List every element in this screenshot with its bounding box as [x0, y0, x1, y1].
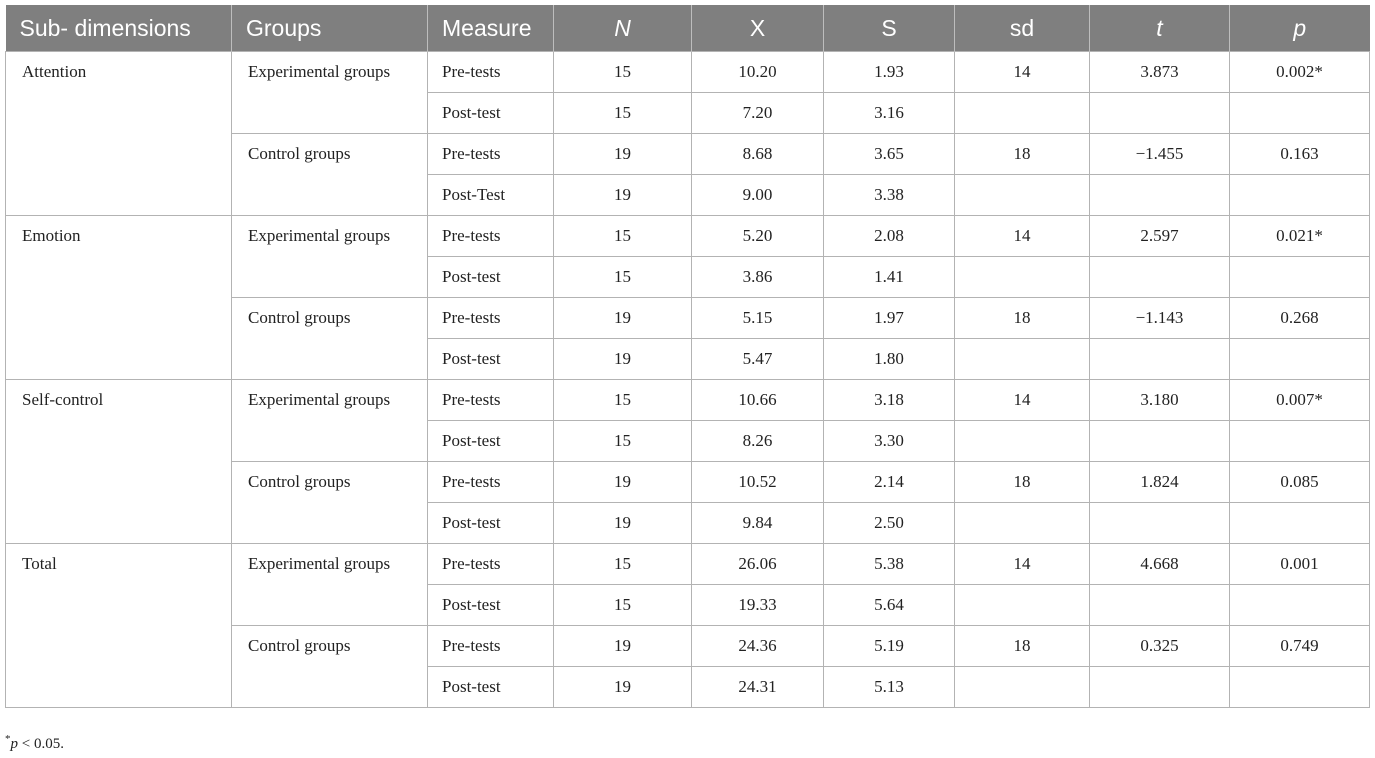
- n-cell: 15: [554, 544, 692, 585]
- t-value-cell: −1.143: [1090, 298, 1230, 339]
- n-cell: 19: [554, 626, 692, 667]
- std-cell: 3.18: [824, 380, 955, 421]
- t-value-cell: 4.668: [1090, 544, 1230, 585]
- mean-cell: 19.33: [692, 585, 824, 626]
- group-cell: Experimental groups: [232, 380, 428, 462]
- t-value-cell: [1090, 175, 1230, 216]
- std-cell: 5.19: [824, 626, 955, 667]
- df-cell: [955, 503, 1090, 544]
- t-value-cell: 3.873: [1090, 52, 1230, 93]
- mean-cell: 7.20: [692, 93, 824, 134]
- measure-cell: Pre-tests: [428, 52, 554, 93]
- table-row: [6, 52, 1370, 93]
- p-value-cell: [1230, 421, 1370, 462]
- table-row: [6, 216, 1370, 257]
- p-value-cell: [1230, 175, 1370, 216]
- mean-cell: 9.00: [692, 175, 824, 216]
- header-x: X: [692, 5, 824, 52]
- n-cell: 19: [554, 175, 692, 216]
- p-value-cell: 0.021*: [1230, 216, 1370, 257]
- t-value-cell: [1090, 339, 1230, 380]
- p-value-cell: 0.001: [1230, 544, 1370, 585]
- table-footnote: [5, 733, 64, 753]
- mean-cell: 5.15: [692, 298, 824, 339]
- p-value-cell: [1230, 257, 1370, 298]
- std-cell: 2.14: [824, 462, 955, 503]
- group-cell: Experimental groups: [232, 216, 428, 298]
- p-value-cell: 0.749: [1230, 626, 1370, 667]
- measure-cell: Pre-tests: [428, 544, 554, 585]
- measure-cell: Post-test: [428, 339, 554, 380]
- table-body: [6, 52, 1370, 708]
- measure-cell: Pre-tests: [428, 380, 554, 421]
- footnote-p: p: [10, 736, 18, 752]
- t-value-cell: 2.597: [1090, 216, 1230, 257]
- measure-cell: Post-test: [428, 503, 554, 544]
- measure-cell: Post-test: [428, 93, 554, 134]
- df-cell: [955, 93, 1090, 134]
- mean-cell: 26.06: [692, 544, 824, 585]
- header-t: t: [1090, 5, 1230, 52]
- table-row: [6, 544, 1370, 585]
- mean-cell: 8.68: [692, 134, 824, 175]
- df-cell: [955, 585, 1090, 626]
- mean-cell: 3.86: [692, 257, 824, 298]
- df-cell: 14: [955, 216, 1090, 257]
- std-cell: 5.38: [824, 544, 955, 585]
- header-dimension: Sub- dimensions: [6, 5, 232, 52]
- n-cell: 19: [554, 339, 692, 380]
- group-cell: Control groups: [232, 462, 428, 544]
- p-value-cell: [1230, 667, 1370, 708]
- measure-cell: Post-test: [428, 257, 554, 298]
- p-value-cell: 0.085: [1230, 462, 1370, 503]
- t-value-cell: 0.325: [1090, 626, 1230, 667]
- dimension-cell: Emotion: [6, 216, 232, 380]
- mean-cell: 10.52: [692, 462, 824, 503]
- n-cell: 19: [554, 667, 692, 708]
- mean-cell: 24.36: [692, 626, 824, 667]
- measure-cell: Pre-tests: [428, 216, 554, 257]
- n-cell: 15: [554, 216, 692, 257]
- measure-cell: Pre-tests: [428, 134, 554, 175]
- p-value-cell: [1230, 93, 1370, 134]
- df-cell: [955, 257, 1090, 298]
- t-value-cell: [1090, 503, 1230, 544]
- group-cell: Control groups: [232, 298, 428, 380]
- measure-cell: Post-test: [428, 421, 554, 462]
- n-cell: 15: [554, 421, 692, 462]
- t-value-cell: 3.180: [1090, 380, 1230, 421]
- header-p: p: [1230, 5, 1370, 52]
- df-cell: [955, 339, 1090, 380]
- n-cell: 15: [554, 93, 692, 134]
- df-cell: [955, 421, 1090, 462]
- mean-cell: 5.47: [692, 339, 824, 380]
- std-cell: 5.64: [824, 585, 955, 626]
- p-value-cell: 0.007*: [1230, 380, 1370, 421]
- group-cell: Control groups: [232, 626, 428, 708]
- measure-cell: Pre-tests: [428, 462, 554, 503]
- dimension-cell: Self-control: [6, 380, 232, 544]
- n-cell: 15: [554, 257, 692, 298]
- df-cell: [955, 667, 1090, 708]
- df-cell: 14: [955, 544, 1090, 585]
- measure-cell: Post-Test: [428, 175, 554, 216]
- std-cell: 1.93: [824, 52, 955, 93]
- mean-cell: 24.31: [692, 667, 824, 708]
- std-cell: 1.97: [824, 298, 955, 339]
- mean-cell: 9.84: [692, 503, 824, 544]
- t-value-cell: [1090, 585, 1230, 626]
- results-table: [5, 5, 1370, 708]
- std-cell: 2.08: [824, 216, 955, 257]
- dimension-cell: Attention: [6, 52, 232, 216]
- group-cell: Experimental groups: [232, 52, 428, 134]
- mean-cell: 8.26: [692, 421, 824, 462]
- n-cell: 19: [554, 462, 692, 503]
- group-cell: Control groups: [232, 134, 428, 216]
- n-cell: 15: [554, 380, 692, 421]
- footnote-star: *: [5, 733, 11, 745]
- header-n: N: [554, 5, 692, 52]
- n-cell: 19: [554, 134, 692, 175]
- p-value-cell: 0.163: [1230, 134, 1370, 175]
- t-value-cell: [1090, 93, 1230, 134]
- t-value-cell: 1.824: [1090, 462, 1230, 503]
- df-cell: 18: [955, 626, 1090, 667]
- measure-cell: Pre-tests: [428, 626, 554, 667]
- p-value-cell: [1230, 339, 1370, 380]
- header-s: S: [824, 5, 955, 52]
- measure-cell: Pre-tests: [428, 298, 554, 339]
- n-cell: 15: [554, 585, 692, 626]
- t-value-cell: [1090, 257, 1230, 298]
- mean-cell: 5.20: [692, 216, 824, 257]
- mean-cell: 10.20: [692, 52, 824, 93]
- df-cell: [955, 175, 1090, 216]
- std-cell: 5.13: [824, 667, 955, 708]
- header-measure: Measure: [428, 5, 554, 52]
- t-value-cell: −1.455: [1090, 134, 1230, 175]
- std-cell: 3.16: [824, 93, 955, 134]
- header-groups: Groups: [232, 5, 428, 52]
- std-cell: 3.38: [824, 175, 955, 216]
- group-cell: Experimental groups: [232, 544, 428, 626]
- p-value-cell: 0.268: [1230, 298, 1370, 339]
- measure-cell: Post-test: [428, 667, 554, 708]
- n-cell: 15: [554, 52, 692, 93]
- df-cell: 14: [955, 52, 1090, 93]
- t-value-cell: [1090, 667, 1230, 708]
- table-row: [6, 380, 1370, 421]
- n-cell: 19: [554, 503, 692, 544]
- header-row: [6, 5, 1370, 52]
- df-cell: 18: [955, 462, 1090, 503]
- std-cell: 1.80: [824, 339, 955, 380]
- t-value-cell: [1090, 421, 1230, 462]
- table-header: [6, 5, 1370, 52]
- std-cell: 2.50: [824, 503, 955, 544]
- n-cell: 19: [554, 298, 692, 339]
- std-cell: 1.41: [824, 257, 955, 298]
- header-sd: sd: [955, 5, 1090, 52]
- df-cell: 14: [955, 380, 1090, 421]
- mean-cell: 10.66: [692, 380, 824, 421]
- p-value-cell: [1230, 585, 1370, 626]
- std-cell: 3.65: [824, 134, 955, 175]
- std-cell: 3.30: [824, 421, 955, 462]
- p-value-cell: [1230, 503, 1370, 544]
- p-value-cell: 0.002*: [1230, 52, 1370, 93]
- footnote-text: < 0.05.: [18, 736, 64, 752]
- results-table-container: [5, 5, 1369, 708]
- measure-cell: Post-test: [428, 585, 554, 626]
- df-cell: 18: [955, 134, 1090, 175]
- df-cell: 18: [955, 298, 1090, 339]
- dimension-cell: Total: [6, 544, 232, 708]
